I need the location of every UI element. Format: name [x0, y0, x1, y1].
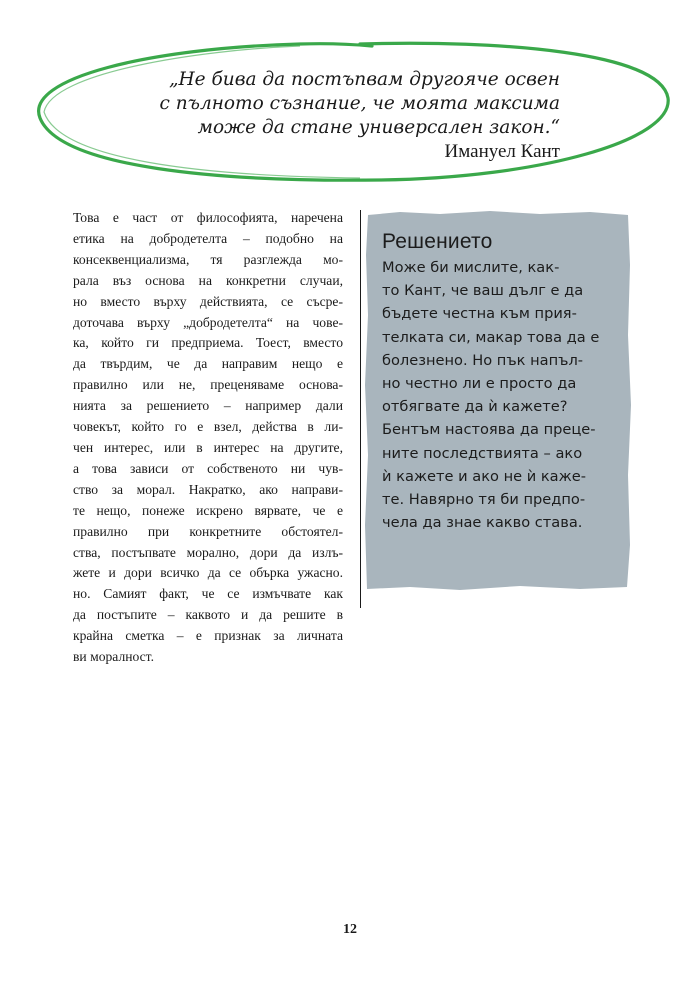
body-line: ства, постъпвате морално, дори да излъ-	[73, 544, 343, 560]
quote-line: с пълното съзнание, че моята максима	[159, 93, 560, 114]
solution-box-line: болезнено. Но пък напъл-	[382, 351, 584, 369]
body-line: правилно или не, преценяваме основа-	[73, 377, 343, 393]
body-line: нията за решението – например дали	[73, 398, 343, 414]
solution-box-line: те. Навярно тя би предпо-	[382, 491, 586, 509]
solution-box-line: чела да знае какво става.	[382, 514, 583, 532]
solution-box-line: ѝ кажете и ако не ѝ каже-	[382, 467, 587, 485]
body-line: чен интерес, или в интерес на другите,	[73, 439, 343, 455]
body-line: доточава върху „добродетелта“ на чове-	[73, 314, 343, 330]
solution-box-line: Бентъм настоява да преце-	[382, 421, 596, 439]
solution-box-line: отбягвате да ѝ кажете?	[382, 398, 568, 416]
body-line: ка, който ги предприема. Тоест, вместо	[73, 335, 343, 351]
solution-box-line: телката си, макар това да е	[382, 328, 600, 346]
quote-author: Имануел Кант	[444, 141, 560, 162]
solution-box-line: но честно ли е просто да	[382, 375, 577, 393]
body-line: те нещо, понеже искрено вярвате, че е	[73, 502, 343, 518]
body-line: етика на добродетелта – подобно на	[73, 230, 343, 246]
quote-line: „Не бива да постъпвам другояче освен	[168, 69, 560, 90]
body-text-column	[73, 208, 343, 668]
body-line: крайна сметка – е признак за личната	[73, 628, 343, 644]
body-line: ство за морал. Накратко, ако направи-	[73, 481, 343, 497]
solution-box-line: ните последствията – ако	[382, 444, 583, 462]
solution-box-line: то Кант, че ваш дълг е да	[382, 282, 584, 300]
body-line: но. Самият факт, че се измъчвате как	[73, 586, 343, 602]
body-line: да твърдим, че да направим нещо е	[73, 356, 343, 372]
body-line: правилно при конкретните обстоятел-	[73, 523, 343, 539]
body-line: рала въз основа на конкретни случаи,	[73, 272, 343, 288]
body-line: а това зависи от собственото ни чув-	[73, 460, 343, 476]
quote-line: може да стане универсален закон.“	[197, 117, 560, 138]
solution-box-title: Решението	[382, 230, 493, 253]
body-line: но вместо върху действията, се съсре-	[73, 293, 343, 309]
body-line: ви моралност.	[73, 649, 154, 665]
quote-block	[150, 68, 560, 164]
body-line: жете и дори всичко да се обърка ужасно.	[73, 565, 343, 581]
body-line: човекът, който го е взел, действа в ли-	[73, 419, 343, 435]
solution-box-text	[382, 256, 622, 534]
body-line: да постъпите – каквото и да решите в	[73, 607, 343, 623]
body-line: Това е част от философията, наречена	[73, 210, 343, 225]
page-number: 12	[343, 922, 357, 937]
solution-box-line: Може би мислите, как-	[382, 259, 560, 276]
solution-box-line: бъдете честна към прия-	[382, 305, 577, 323]
body-line: консеквенциализма, тя разглежда мо-	[73, 251, 343, 267]
